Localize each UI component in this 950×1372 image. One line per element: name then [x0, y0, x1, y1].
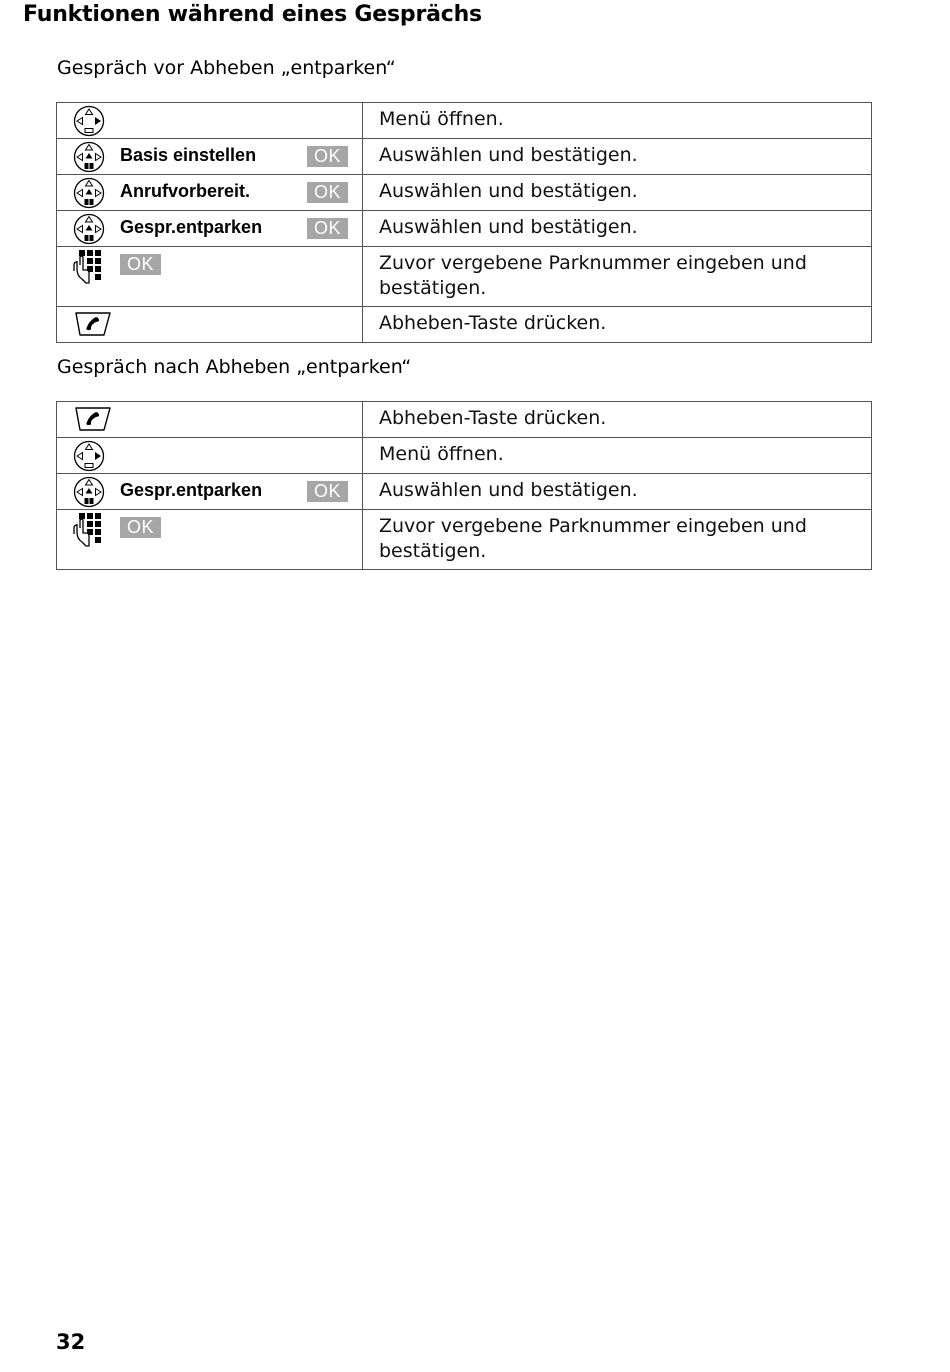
table-row: [57, 510, 872, 570]
steps-table-before-pickup: [56, 102, 872, 343]
table-row: [57, 139, 872, 175]
navigation-key-updown-icon: [72, 213, 106, 245]
step-description: Menü öffnen.: [363, 103, 872, 139]
table-row: [57, 175, 872, 211]
talk-key-icon: [73, 405, 113, 433]
step-description: Auswählen und bestätigen.: [363, 474, 872, 510]
ok-key-label: OK: [120, 254, 161, 275]
steps-table-after-pickup: [56, 401, 872, 570]
table-row: [57, 247, 872, 307]
menu-item-anrufvorbereit: Anrufvorbereit.: [120, 181, 251, 201]
ok-key-label: OK: [120, 517, 161, 538]
navigation-key-updown-icon: [72, 141, 106, 173]
page-title: Funktionen während eines Gesprächs: [23, 2, 482, 27]
step-description: Menü öffnen.: [363, 438, 872, 474]
menu-item-gespr-entparken: Gespr.entparken: [120, 217, 263, 237]
step-description: Zuvor vergebene Parknummer eingeben und bestätigen.: [363, 247, 872, 307]
table-row: [57, 103, 872, 139]
navigation-key-updown-icon: [72, 476, 106, 508]
keypad-hand-icon: [71, 249, 105, 285]
talk-key-icon: [73, 310, 113, 338]
step-description: Abheben-Taste drücken.: [363, 402, 872, 438]
table-row: [57, 211, 872, 247]
step-description: Auswählen und bestätigen.: [363, 211, 872, 247]
table-row: [57, 438, 872, 474]
navigation-key-updown-icon: [72, 177, 106, 209]
menu-item-gespr-entparken: Gespr.entparken: [120, 480, 263, 500]
section-title-after-pickup: Gespräch nach Abheben „entparken“: [57, 356, 412, 378]
table-row: [57, 474, 872, 510]
section-title-before-pickup: Gespräch vor Abheben „entparken“: [57, 57, 396, 79]
step-description: Auswählen und bestätigen.: [363, 139, 872, 175]
ok-key-label: OK: [307, 481, 348, 502]
navigation-key-right-icon: [72, 440, 106, 472]
step-description: Zuvor vergebene Parknummer eingeben und bestätigen.: [363, 510, 872, 570]
step-description: Abheben-Taste drücken.: [363, 307, 872, 343]
ok-key-label: OK: [307, 146, 348, 167]
ok-key-label: OK: [307, 182, 348, 203]
table-row: [57, 307, 872, 343]
ok-key-label: OK: [307, 218, 348, 239]
table-row: [57, 402, 872, 438]
navigation-key-right-icon: [72, 105, 106, 137]
menu-item-basis-einstellen: Basis einstellen: [120, 145, 257, 165]
keypad-hand-icon: [71, 512, 105, 548]
page-number: 32: [56, 1330, 86, 1354]
step-description: Auswählen und bestätigen.: [363, 175, 872, 211]
